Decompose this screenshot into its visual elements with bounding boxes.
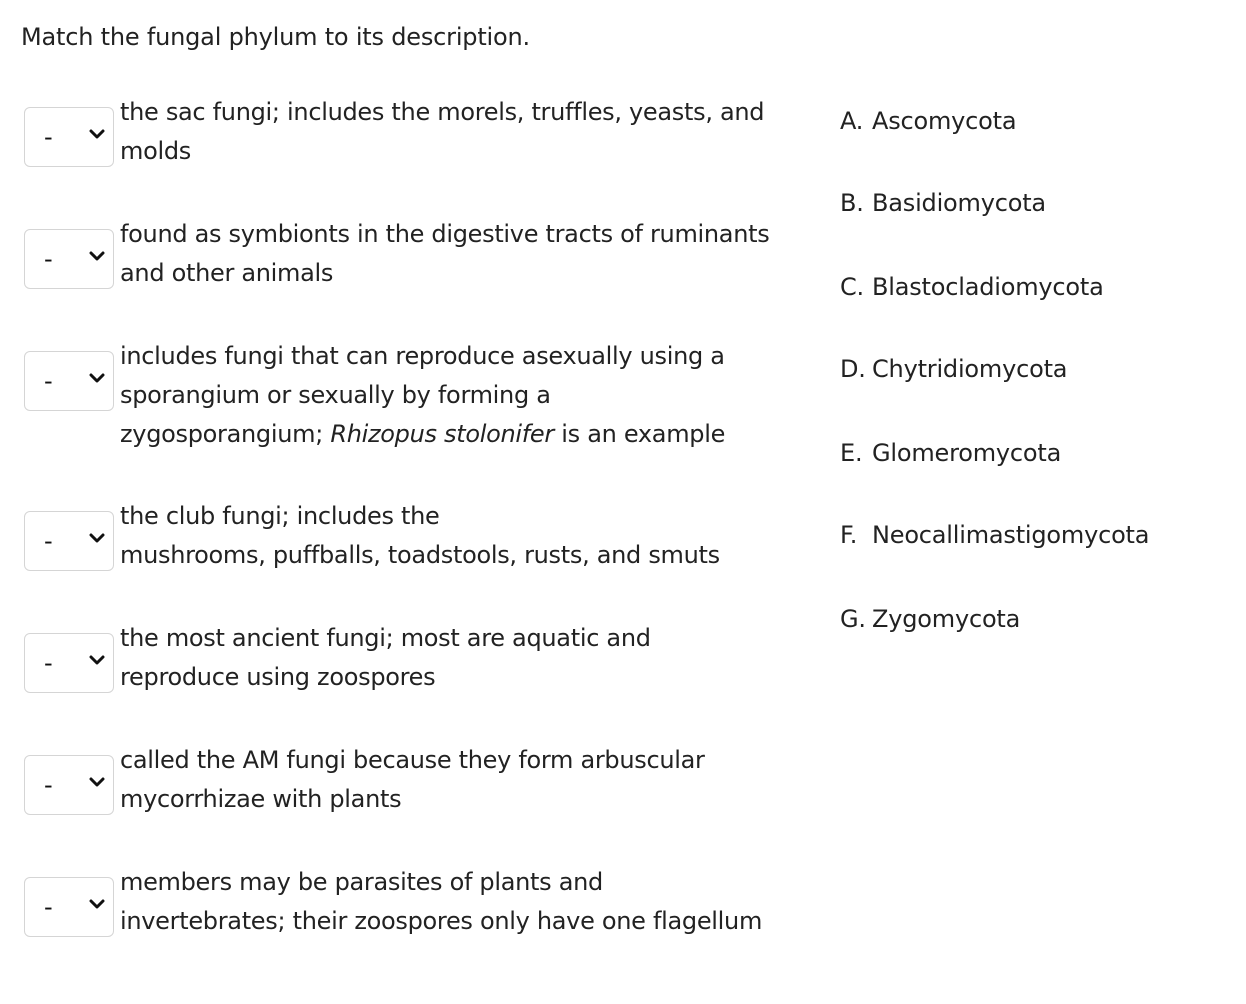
description-text: is an example [553,420,726,448]
description-line: and other animals [120,259,334,287]
answer-letter: G. [840,605,866,633]
answer-name: Ascomycota [872,107,1017,135]
chevron-down-icon [89,774,105,790]
select-value: - [44,771,53,799]
description-line: found as symbionts in the digestive tracts of ruminants [120,220,770,248]
answer-select-1[interactable] [24,107,114,167]
answer-option-f [840,518,1149,552]
select-value: - [44,893,53,921]
chevron-down-icon [89,652,105,668]
description-line: the sac fungi; includes the morels, truffles, yeasts, and [120,98,765,126]
answer-option-g [840,602,1020,636]
description-line: members may be parasites of plants and [120,868,603,896]
answer-letter: C. [840,273,864,301]
select-value: - [44,245,53,273]
answer-name: Zygomycota [872,605,1021,633]
answer-name: Blastocladiomycota [872,273,1104,301]
answer-select-3[interactable] [24,351,114,411]
answer-select-4[interactable] [24,511,114,571]
description-line: the club fungi; includes the [120,502,440,530]
answer-select-7[interactable] [24,877,114,937]
description [120,93,764,171]
description-line: mushrooms, puffballs, toadstools, rusts, and smuts [120,541,720,569]
answer-option-b [840,186,1046,220]
chevron-down-icon [89,248,105,264]
answer-letter: B. [840,189,864,217]
select-value: - [44,123,53,151]
answer-letter: D. [840,355,866,383]
description-line: called the AM fungi because they form arbuscular [120,746,705,774]
description-line: reproduce using zoospores [120,663,436,691]
description [120,863,762,941]
answer-letter: E. [840,439,863,467]
select-value: - [44,649,53,677]
description-line: includes fungi that can reproduce asexually using a [120,342,725,370]
answer-name: Glomeromycota [872,439,1062,467]
answer-name: Basidiomycota [872,189,1046,217]
select-value: - [44,527,53,555]
species-name: Rhizopus stolonifer [330,420,554,448]
description-text: zygosporangium; [120,420,331,448]
answer-select-6[interactable] [24,755,114,815]
answer-letter: A. [840,107,864,135]
description [120,741,705,819]
chevron-down-icon [89,530,105,546]
description [120,497,720,575]
answer-option-e [840,436,1061,470]
answer-name: Neocallimastigomycota [872,521,1150,549]
description [120,215,769,293]
chevron-down-icon [89,126,105,142]
description-line: invertebrates; their zoospores only have one flagellum [120,907,763,935]
select-value: - [44,367,53,395]
chevron-down-icon [89,370,105,386]
description-line: the most ancient fungi; most are aquatic and [120,624,651,652]
description-line [120,415,725,454]
chevron-down-icon [89,896,105,912]
description [120,337,725,454]
answer-name: Chytridiomycota [872,355,1068,383]
answer-letter: F. [840,521,858,549]
description-line: mycorrhizae with plants [120,785,402,813]
answer-option-a [840,104,1016,138]
answer-select-2[interactable] [24,229,114,289]
answer-select-5[interactable] [24,633,114,693]
description-line: sporangium or sexually by forming a [120,381,551,409]
answer-option-c [840,270,1104,304]
question-prompt: Match the fungal phylum to its description. [21,23,530,51]
description-line: molds [120,137,191,165]
description [120,619,651,697]
answer-option-d [840,352,1067,386]
